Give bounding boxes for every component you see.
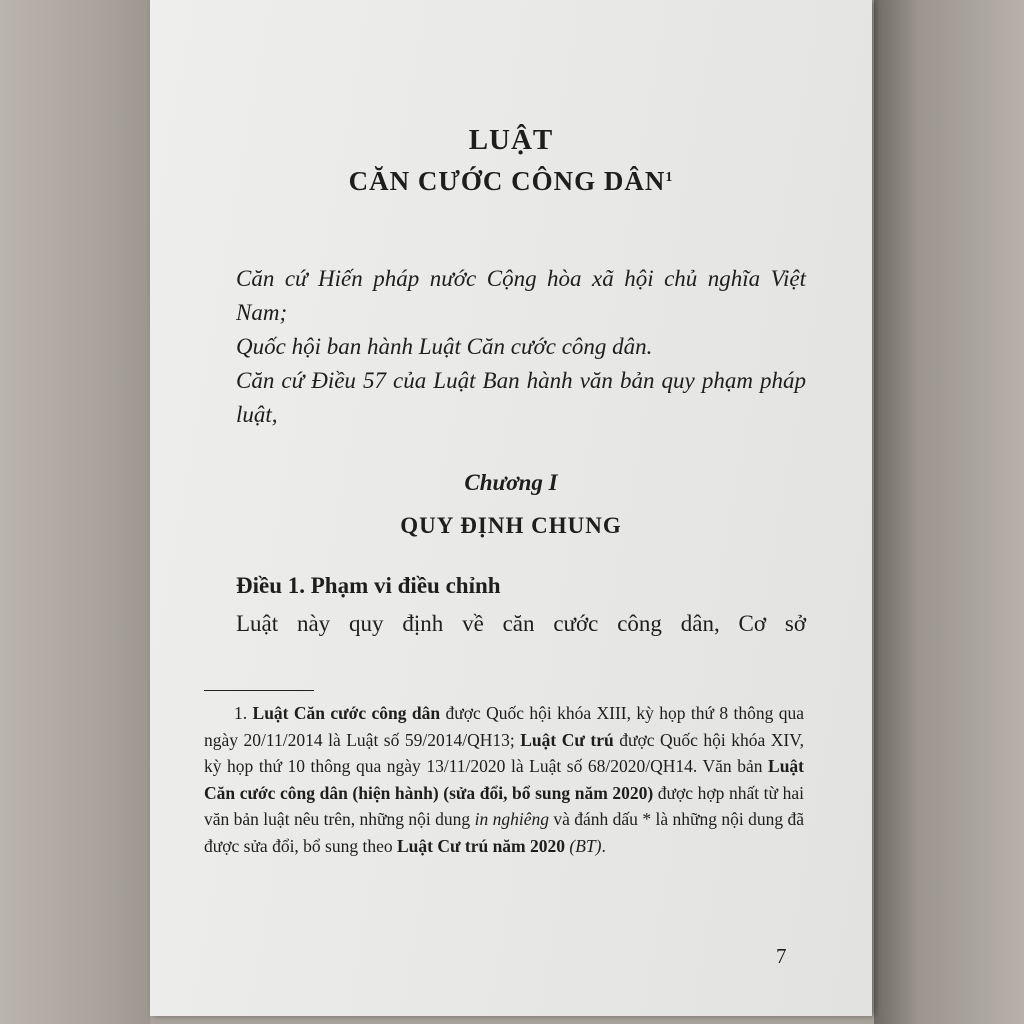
law-title: LUẬT — [468, 124, 554, 156]
article-text: Luật này quy định về căn cước công dân, Cơ sở — [236, 611, 806, 636]
footnote-reference: 1 — [665, 170, 674, 185]
footnote-number: 1. — [234, 703, 248, 723]
preamble — [236, 262, 806, 432]
footnote-law1: Luật Căn cước công dân — [252, 703, 441, 723]
footnote-divider — [204, 690, 314, 691]
background-right — [874, 0, 1024, 1024]
footnote-end: . — [601, 835, 606, 856]
footnote-law2: Luật Cư trú — [520, 729, 614, 750]
preamble-line-1: Căn cứ Hiến pháp nước Cộng hòa xã hội chủ nghĩa Việt Nam; — [236, 266, 806, 325]
footnote — [204, 700, 804, 859]
law-subtitle — [150, 166, 872, 197]
background-left — [0, 0, 150, 1024]
book-page — [150, 0, 872, 1016]
law-subtitle-text: CĂN CƯỚC CÔNG DÂN — [348, 166, 666, 196]
footnote-text1: được Quốc hội khóa XIII, kỳ họp thứ 8 thông qua ngày 20/11/2014 là Luật số 59/2014/QH13; — [204, 703, 805, 750]
footnote-italic-term: in nghiêng — [474, 809, 549, 829]
chapter-title: QUY ĐỊNH CHUNG — [400, 513, 622, 538]
footnote-law3: Luật Cư trú năm 2020 — [397, 835, 566, 856]
page-number: 7 — [776, 944, 787, 968]
footnote-text4: và đánh dấu * là những nội dung đã được sửa đổi, bổ sung theo — [204, 809, 804, 856]
chapter-label: Chương I — [464, 470, 558, 495]
footnote-text3: được hợp nhất từ hai văn bản luật nêu trên, những nội dung — [204, 782, 804, 829]
preamble-line-2: Quốc hội ban hành Luật Căn cước công dân. — [236, 334, 653, 359]
footnote-text2: được Quốc hội khóa XIV, kỳ họp thứ 10 thông qua ngày 13/11/2020 là Luật số 68/2020/QH14. Văn bản — [204, 729, 805, 776]
article-heading: Điều 1. Phạm vi điều chỉnh — [236, 573, 501, 598]
preamble-line-3: Căn cứ Điều 57 của Luật Ban hành văn bản quy phạm pháp luật, — [236, 368, 806, 427]
footnote-consolidated: Luật Căn cước công dân (hiện hành) (sửa đổi, bổ sung năm 2020) — [204, 756, 804, 803]
footnote-editor-mark: (BT) — [565, 835, 602, 856]
